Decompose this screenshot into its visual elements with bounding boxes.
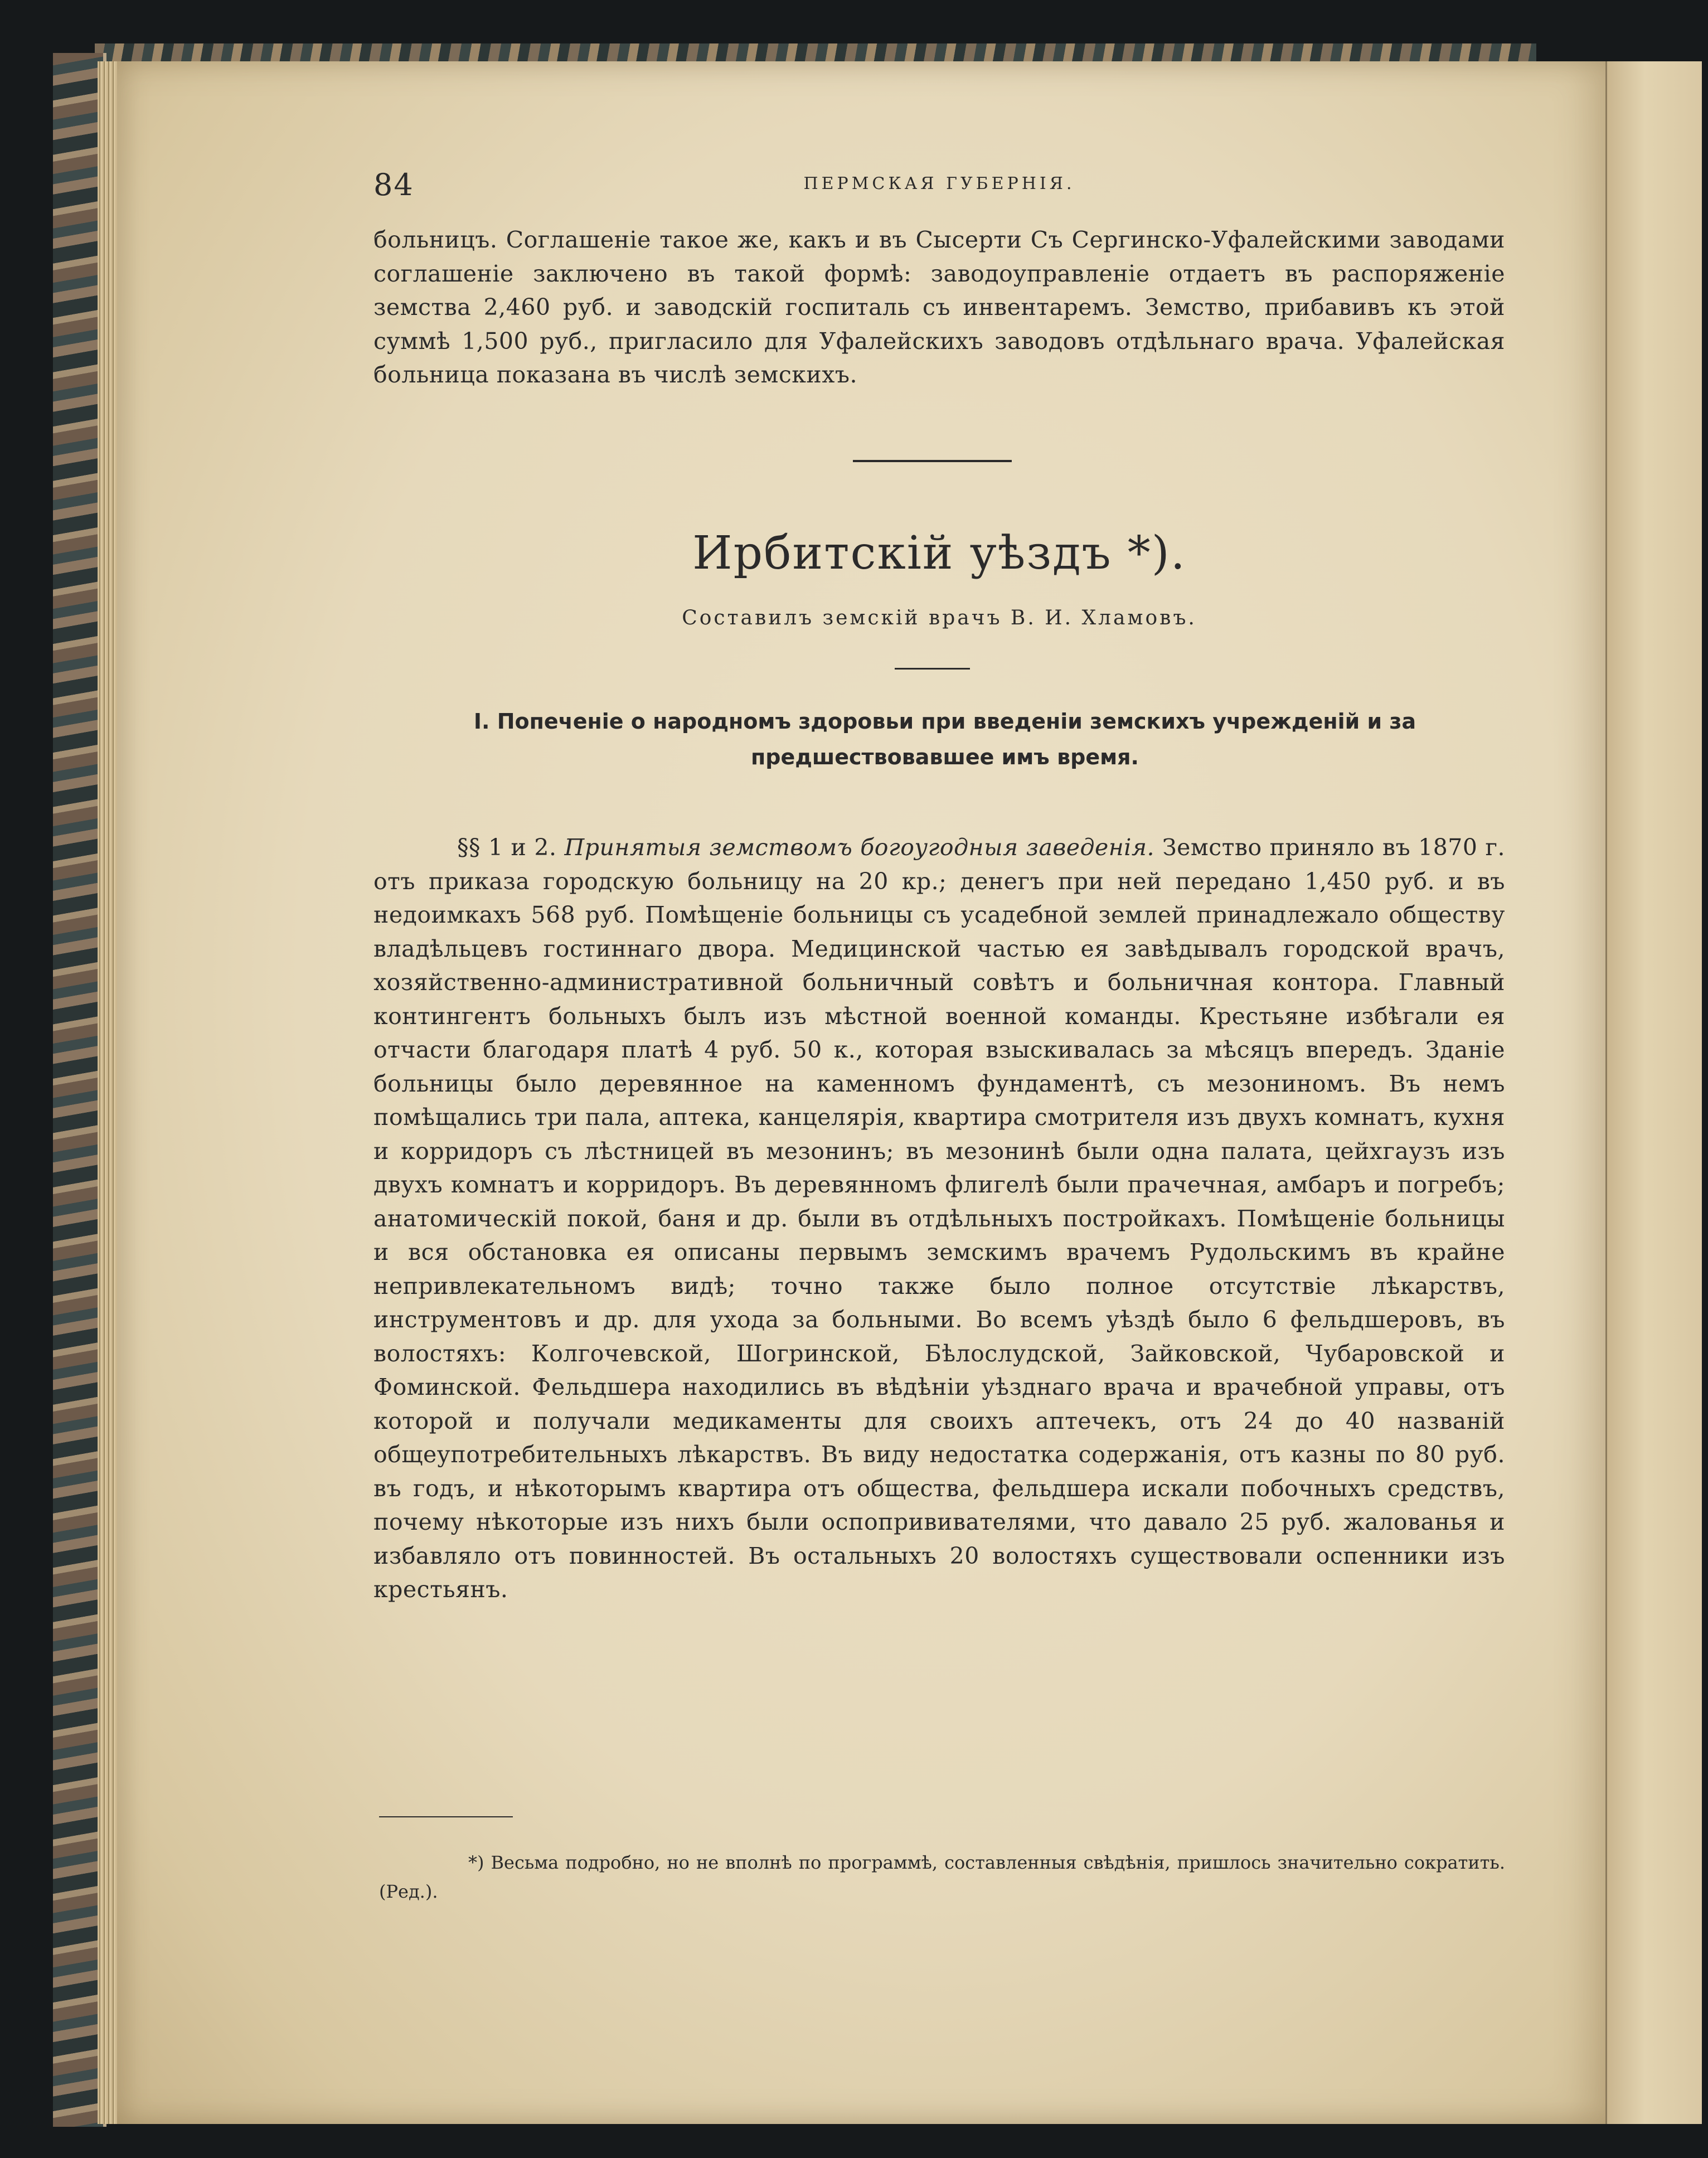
- page-header: [373, 167, 1505, 206]
- section-divider-top: [853, 460, 1012, 462]
- footnote: *) Весьма подробно, но не вполнѣ по программѣ, составленныя свѣдѣнія, пришлось значительно сократить. (Ред.).: [379, 1852, 1505, 1902]
- next-page-edge: [1605, 61, 1702, 2124]
- main-paragraph-block: [373, 831, 1505, 1607]
- section-divider-bottom: [895, 668, 970, 670]
- section-heading: I. Попеченіе о народномъ здоровьи при введеніи земскихъ учрежденій и за предшествовавшее имъ время.: [473, 709, 1416, 769]
- footnote-block: [379, 1848, 1505, 1906]
- intro-paragraph: больницъ. Соглашеніе такое же, какъ и въ Сысерти Съ Сергинско-Уфалейскими заводами соглашеніе заключено въ такой формѣ: заводоуправленіе отдаетъ въ распоряженіе земства 2,460 руб. и заводскій госпиталь съ инвентаремъ. Земство, прибавивъ къ этой суммѣ 1,500 руб., пригласило для Уфалейскихъ заводовъ отдѣльнаго врача. Уфалейская больница показана въ числѣ земскихъ.: [373, 226, 1505, 388]
- page-stack-edge: [98, 61, 120, 2124]
- paragraph-text: Земство приняло въ 1870 г. отъ приказа городскую больницу на 20 кр.; денегъ при ней передано 1,450 руб. и въ недоимкахъ 568 руб. Помѣщеніе больницы съ усадебной землей принадлежало обществу владѣльцевъ гостиннаго двора. Медицинской частью ея завѣдывалъ городской врачъ, хозяйственно-административной больничный совѣтъ и больничная контора. Главный контингентъ больныхъ былъ изъ мѣстной военной команды. Крестьяне избѣгали ея отчасти благодаря платѣ 4 руб. 50 к., которая взыскивалась за мѣсяцъ впередъ. Зданіе больницы было деревянное на каменномъ фундаментѣ, съ мезониномъ. Въ немъ помѣщались три пала, аптека, канцелярія, квартира смотрителя изъ двухъ комнатъ, кухня и корридоръ съ лѣстницей въ мезонинъ; въ мезонинѣ были одна палата, цейхгаузъ изъ двухъ комнатъ и корридоръ. Въ деревянномъ флигелѣ были прачечная, амбаръ и погребъ; анатомическій покой, баня и др. были въ отдѣльныхъ постройкахъ. Помѣщеніе больницы и вся обстановка ея описаны первымъ земскимъ врачемъ Рудольскимъ въ крайне непривлекательномъ видѣ; точно также было полное отсутствіе лѣкарствъ, инструментовъ и др. для ухода за больными. Во всемъ уѣздѣ было 6 фельдшеровъ, въ волостяхъ: Колгочевской, Шогринской, Бѣлослудской, Зайковской, Чубаровской и Фоминской. Фельдшера находились въ вѣдѣніи уѣзднаго врача и врачебной управы, отъ которой и получали медикаменты для своихъ аптечекъ, отъ 24 до 40 названій общеупотребительныхъ лѣкарствъ. Въ виду недостатка содержанія, отъ казны по 80 руб. въ годъ, и нѣкоторымъ квартира отъ общества, фельдшера искали побочныхъ средствъ, почему нѣкоторые изъ нихъ были оспопрививателями, что давало 25 руб. жалованья и избавляло отъ повинностей. Въ остальныхъ 20 волостяхъ существовали оспенники изъ крестьянъ.: [373, 834, 1505, 1603]
- chapter-author: Составилъ земскій врачъ В. И. Хламовъ.: [682, 607, 1197, 629]
- running-head: ПЕРМСКАЯ ГУБЕРНІЯ.: [803, 174, 1075, 193]
- main-paragraph: [373, 831, 1505, 1607]
- paragraph-lead: §§ 1 и 2.: [457, 834, 557, 861]
- chapter-title: Ирбитскій уѣздъ *).: [692, 527, 1186, 580]
- intro-paragraph-block: [373, 223, 1505, 392]
- page-number: 84: [373, 167, 414, 202]
- footnote-divider: [379, 1816, 513, 1817]
- paragraph-italic-title: Принятыя земствомъ богоугодныя заведенія.: [564, 834, 1155, 861]
